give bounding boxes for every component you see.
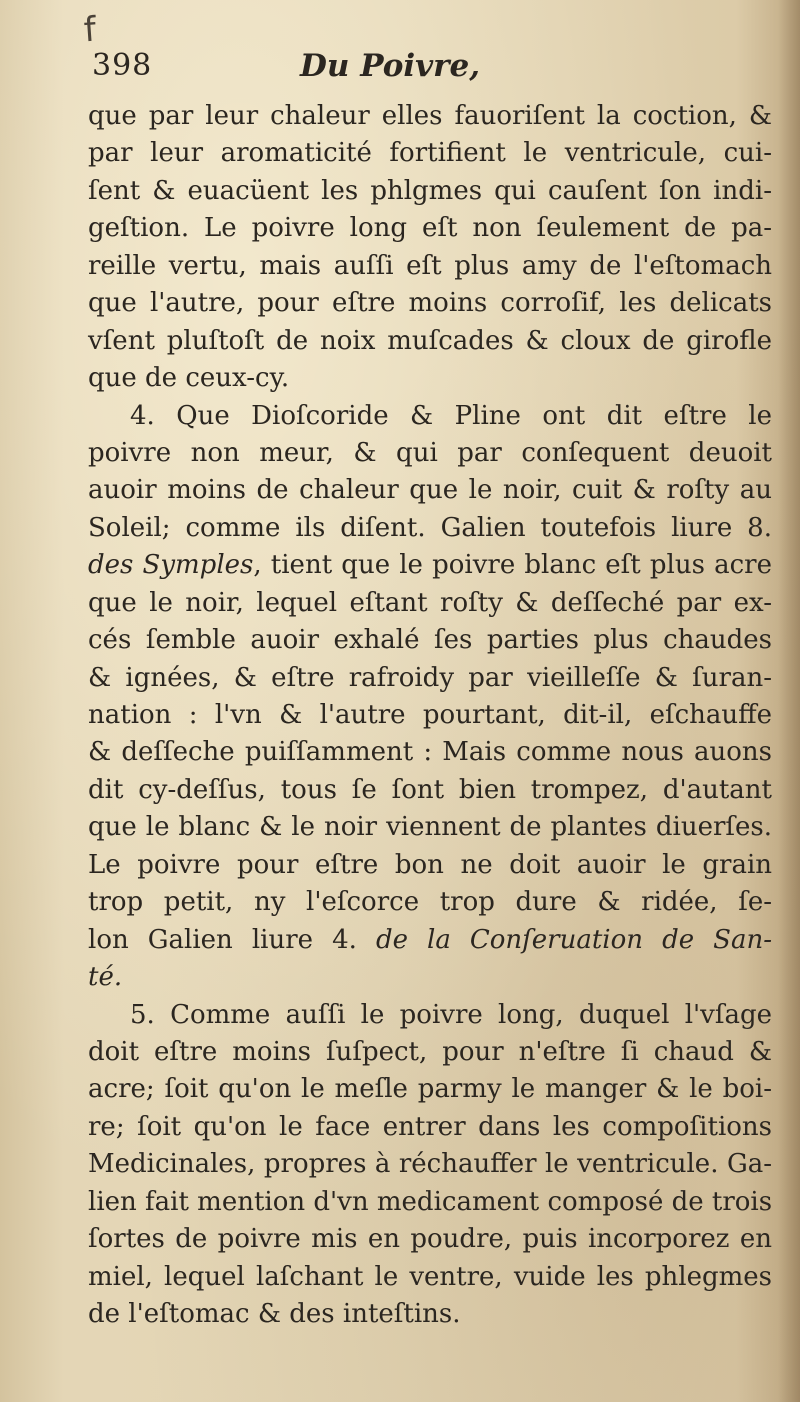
- text-line: Medicinales, propres à réchauffer le ventricule. Ga-: [88, 1149, 772, 1180]
- text-line: Le poivre pour eſtre bon ne doit auoir le grain: [88, 849, 772, 880]
- text-line: acre; ſoit qu'on le meſle parmy le manger & le boi-: [88, 1074, 772, 1105]
- text-line: que par leur chaleur elles fauoriſent la coction, &: [88, 101, 772, 131]
- text-line: des Symples, tient que le poivre blanc eſt plus acre: [88, 550, 772, 581]
- text-line: que l'autre, pour eſtre moins corroſif, les delicats: [88, 288, 772, 319]
- pencil-mark: f: [82, 9, 98, 51]
- text-line: que le blanc & le noir viennent de plantes diuerſes.: [88, 812, 772, 843]
- text-line: nation : l'vn & l'autre pourtant, dit-il, eſchauffe: [88, 700, 772, 730]
- text-line: lien fait mention d'vn medicament composé de trois: [88, 1186, 773, 1217]
- text-line: poivre non meur, & qui par conſequent deuoit: [88, 437, 772, 468]
- text-line: & deſſeche puiſſamment : Mais comme nous auons: [88, 737, 772, 768]
- page-header: [92, 46, 772, 90]
- text-line: par leur aromaticité fortifient le ventricule, cui-: [88, 138, 772, 169]
- text-line: que de ceux-cy.: [88, 363, 290, 394]
- text-line: ſortes de poivre mis en poudre, puis incorporez en: [88, 1224, 772, 1255]
- text-line: ſent & euacüent les phlgmes qui cauſent ſon indi-: [88, 175, 772, 206]
- page-edge-shadow: [778, 0, 800, 1402]
- text-line: geſtion. Le poivre long eſt non ſeulement de pa-: [88, 213, 772, 244]
- body-text: [88, 98, 772, 1333]
- text-line: dit cy-deſſus, tous ſe ſont bien trompez, d'autant: [88, 774, 772, 805]
- text-line: cés ſemble auoir exhalé ſes parties plus chaudes: [88, 625, 772, 656]
- text-line: auoir moins de chaleur que le noir, cuit & roſty au: [88, 475, 772, 506]
- text-line: vſent pluſtoſt de noix muſcades & cloux de girofle: [88, 325, 772, 356]
- text-line: lon Galien liure 4. de la Conſeruation de San-: [88, 924, 772, 955]
- text-line: Soleil; comme ils diſent. Galien toutefois liure 8.: [88, 512, 772, 543]
- text-line: reille vertu, mais auſſi eſt plus amy de l'eſtomach: [88, 250, 772, 281]
- text-line: re; ſoit qu'on le face entrer dans les compoſitions: [88, 1111, 772, 1142]
- text-line: de l'eſtomac & des inteſtins.: [88, 1299, 461, 1329]
- text-line: & ignées, & eſtre rafroidy par vieilleſſe & ſuran-: [88, 662, 772, 693]
- text-line: té.: [88, 962, 123, 993]
- text-line: 4. Que Dioſcoride & Pline ont dit eſtre le: [130, 400, 772, 431]
- text-line: trop petit, ny l'eſcorce trop dure & ridée, ſe-: [88, 887, 772, 918]
- text-line: doit eſtre moins ſuſpect, pour n'eſtre ſi chaud &: [88, 1036, 772, 1067]
- text-line: 5. Comme auſſi le poivre long, duquel l'vſage: [130, 999, 772, 1030]
- text-line: miel, lequel laſchant le ventre, vuide les phlegmes: [88, 1261, 772, 1292]
- text-line: que le noir, lequel eſtant roſty & deſſeché par ex-: [88, 587, 772, 618]
- running-title: Du Poivre,: [300, 48, 481, 84]
- page-number: 398: [92, 48, 153, 83]
